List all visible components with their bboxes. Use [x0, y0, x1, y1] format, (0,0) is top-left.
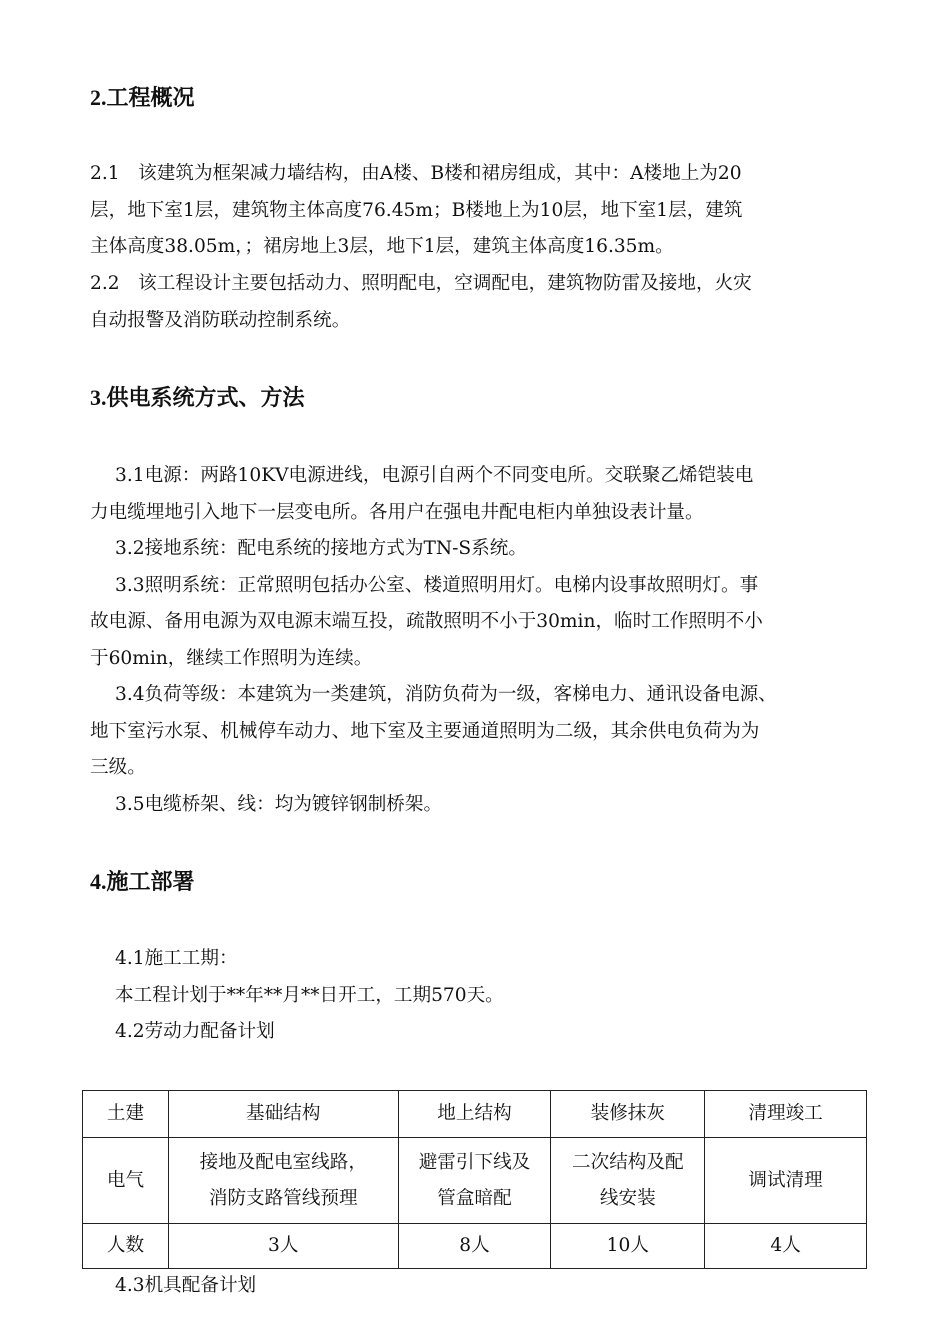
section3-heading: 3.供电系统方式、方法 [90, 385, 305, 410]
text-line: 力电缆埋地引入地下一层变电所。各用户在强电井配电柜内单独设表计量。 [90, 501, 704, 523]
section4-line-1: 4.1施工工期： [115, 948, 238, 969]
cell-line: 二次结构及配 [572, 1151, 684, 1173]
cell-line: 线安装 [599, 1187, 656, 1209]
text-line: 3.4负荷等级：本建筑为一类建筑，消防负荷为一级，客梯电力、通讯设备电源、 [115, 684, 777, 705]
table-cell: 8人 [398, 1224, 551, 1269]
text-line: 自动报警及消防联动控制系统。 [90, 309, 351, 331]
table-cell: 人数 [83, 1224, 169, 1269]
table-cell: 土建 [83, 1091, 169, 1138]
text-line: 于60min，继续工作照明为连续。 [90, 647, 373, 669]
text-line: 层，地下室1层，建筑物主体高度76.45m；B楼地上为10层，地下室1层，建筑 [90, 199, 743, 221]
text-line: 3.1电源：两路10KV电源进线，电源引自两个不同变电所。交联聚乙烯铠装电 [115, 465, 754, 486]
text-line: 2.1 该建筑为框架减力墙结构，由A楼、B楼和裙房组成，其中：A楼地上为20 [90, 163, 742, 184]
section4-line-2: 本工程计划于**年**月**日开工，工期570天。 [115, 985, 504, 1006]
cell-line: 接地及配电室线路， [199, 1151, 367, 1173]
table-cell: 地上结构 [398, 1091, 551, 1138]
section4-line-3: 4.2劳动力配备计划 [115, 1021, 275, 1042]
cell-line: 消防支路管线预理 [208, 1187, 358, 1209]
table-cell: 10人 [551, 1224, 705, 1269]
table-cell: 4人 [705, 1224, 867, 1269]
table-cell: 电气 [83, 1138, 169, 1224]
text-line: 2.2 该工程设计主要包括动力、照明配电，空调配电，建筑物防雷及接地，火灾 [90, 273, 752, 294]
table-cell [398, 1138, 551, 1224]
section4-heading: 4.施工部署 [90, 869, 195, 894]
text-line: 故电源、备用电源为双电源末端互投，疏散照明不小于30min，临时工作照明不小 [90, 611, 763, 632]
table-cell: 基础结构 [168, 1091, 398, 1138]
text-line: 主体高度38.05m，；裙房地上3层，地下1层，建筑主体高度16.35m。 [90, 236, 674, 257]
section2-paragraph-2 [90, 266, 910, 339]
table-cell: 装修抹灰 [551, 1091, 705, 1138]
text-line: 三级。 [90, 757, 146, 778]
cell-line: 管盒暗配 [437, 1187, 512, 1209]
text-line: 3.3照明系统：正常照明包括办公室、楼道照明用灯。电梯内设事故照明灯。事 [115, 574, 759, 596]
section2-paragraph-1 [90, 156, 910, 266]
table-cell [168, 1138, 398, 1224]
table-row [83, 1224, 867, 1269]
text-line: 3.5电缆桥架、线：均为镀锌钢制桥架。 [115, 793, 443, 815]
cell-line: 避雷引下线及 [418, 1151, 531, 1173]
table-cell: 调试清理 [705, 1138, 867, 1224]
text-line: 地下室污水泵、机械停车动力、地下室及主要通道照明为二级，其余供电负荷为为 [90, 720, 760, 742]
labor-plan-table [82, 1090, 867, 1269]
text-line: 3.2接地系统：配电系统的接地方式为TN-S系统。 [115, 538, 527, 559]
table-cell: 3人 [168, 1224, 398, 1269]
section2-heading: 2.工程概况 [90, 85, 195, 110]
section3-body [90, 458, 910, 823]
table-row [83, 1091, 867, 1138]
table-cell: 清理竣工 [705, 1091, 867, 1138]
section4-line-4: 4.3机具配备计划 [115, 1275, 257, 1296]
table-row [83, 1138, 867, 1224]
table-cell [551, 1138, 705, 1224]
